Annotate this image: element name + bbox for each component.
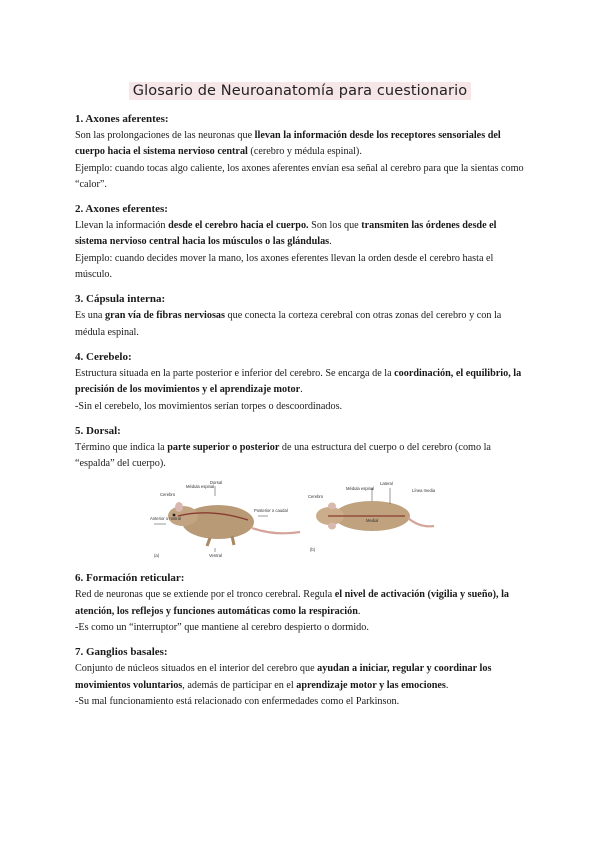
entry-example: Ejemplo: cuando decides mover la mano, los axones eferentes llevan la orden desde el cerebro hasta el músculo. <box>75 252 494 281</box>
label-posterior: Posterior o caudal <box>254 508 288 514</box>
label-medula-left: Médula espinal <box>186 484 215 490</box>
entry-definition: Llevan la información desde el cerebro hacia el cuerpo. Son los que transmiten las órdenes desde el sistema nervioso central hacia los músculos o las glándulas. <box>75 220 497 248</box>
label-ventral: Ventral <box>209 553 223 559</box>
label-dorsal: Dorsal <box>210 480 223 486</box>
anatomical-directions-figure <box>75 476 530 562</box>
entry-definition: Red de neuronas que se extiende por el tronco cerebral. Regula el nivel de activación (vigilia y sueño), la atención, los reflejos y funciones automáticas como la respiración. <box>75 589 509 617</box>
entry-definition: Conjunto de núcleos situados en el interior del cerebro que ayudan a iniciar, regular y coordinar los movimientos voluntarios, además de participar en el aprendizaje motor y las emociones. <box>75 663 492 691</box>
glossary-entry-4 <box>75 350 530 415</box>
glossary-entry-2 <box>75 202 530 283</box>
entry-definition: Estructura situada en la parte posterior e inferior del cerebro. Se encarga de la coordinación, el equilibrio, la precisión de los movimientos y el aprendizaje motor. <box>75 367 522 396</box>
entry-heading: 6. Formación reticular: <box>75 572 185 585</box>
rat-diagram <box>150 476 450 560</box>
rat-top-view <box>316 488 434 531</box>
entry-heading: 1. Axones aferentes: <box>75 113 169 125</box>
entry-note: -Es como un “interruptor” que mantiene al cerebro despierto o dormido. <box>75 622 369 634</box>
label-cerebro-left: Cerebro <box>160 492 176 498</box>
glossary-entry-1 <box>75 112 530 193</box>
document-title-wrap <box>0 82 600 100</box>
entry-heading: 3. Cápsula interna: <box>75 293 166 306</box>
glossary-entry-6 <box>75 571 530 636</box>
glossary-content <box>75 112 530 719</box>
document-title: Glosario de Neuroanatomía para cuestionario <box>129 82 471 100</box>
label-medula-right: Médula espinal <box>346 486 375 492</box>
glossary-entry-5 <box>75 424 530 563</box>
entry-definition: Término que indica la parte superior o posterior de una estructura del cuerpo o del cerebro (como la “espalda” del cuerpo). <box>75 441 491 470</box>
entry-note: -Su mal funcionamiento está relacionado con enfermedades como el Parkinson. <box>75 695 400 707</box>
glossary-entry-7 <box>75 645 530 710</box>
entry-heading: 4. Cerebelo: <box>75 350 132 363</box>
glossary-entry-3 <box>75 292 530 341</box>
entry-heading: 7. Ganglios basales: <box>75 646 168 659</box>
label-linea-media: Línea media <box>412 488 436 494</box>
entry-example: Ejemplo: cuando tocas algo caliente, los axones aferentes envían esa señal al cerebro para que la sientas como “calor”. <box>75 162 524 190</box>
label-lateral: Lateral <box>380 481 393 487</box>
entry-definition: Son las prolongaciones de las neuronas que llevan la información desde los receptores sensoriales del cuerpo hacia el sistema nervioso central (cerebro y médula espinal). <box>75 130 501 158</box>
entry-heading: 5. Dorsal: <box>75 424 121 437</box>
label-medial: Medial <box>366 518 379 524</box>
entry-definition: Es una gran vía de fibras nerviosas que conecta la corteza cerebral con otras zonas del cerebro y con la médula espinal. <box>75 310 502 338</box>
entry-note: -Sin el cerebelo, los movimientos serían torpes o descoordinados. <box>75 400 343 412</box>
label-panel-a: (a) <box>154 553 160 559</box>
entry-heading: 2. Axones eferentes: <box>75 203 168 216</box>
label-cerebro-right: Cerebro <box>308 494 324 500</box>
label-panel-b: (b) <box>310 547 316 553</box>
label-anterior: Anterior o rostral <box>150 516 181 522</box>
